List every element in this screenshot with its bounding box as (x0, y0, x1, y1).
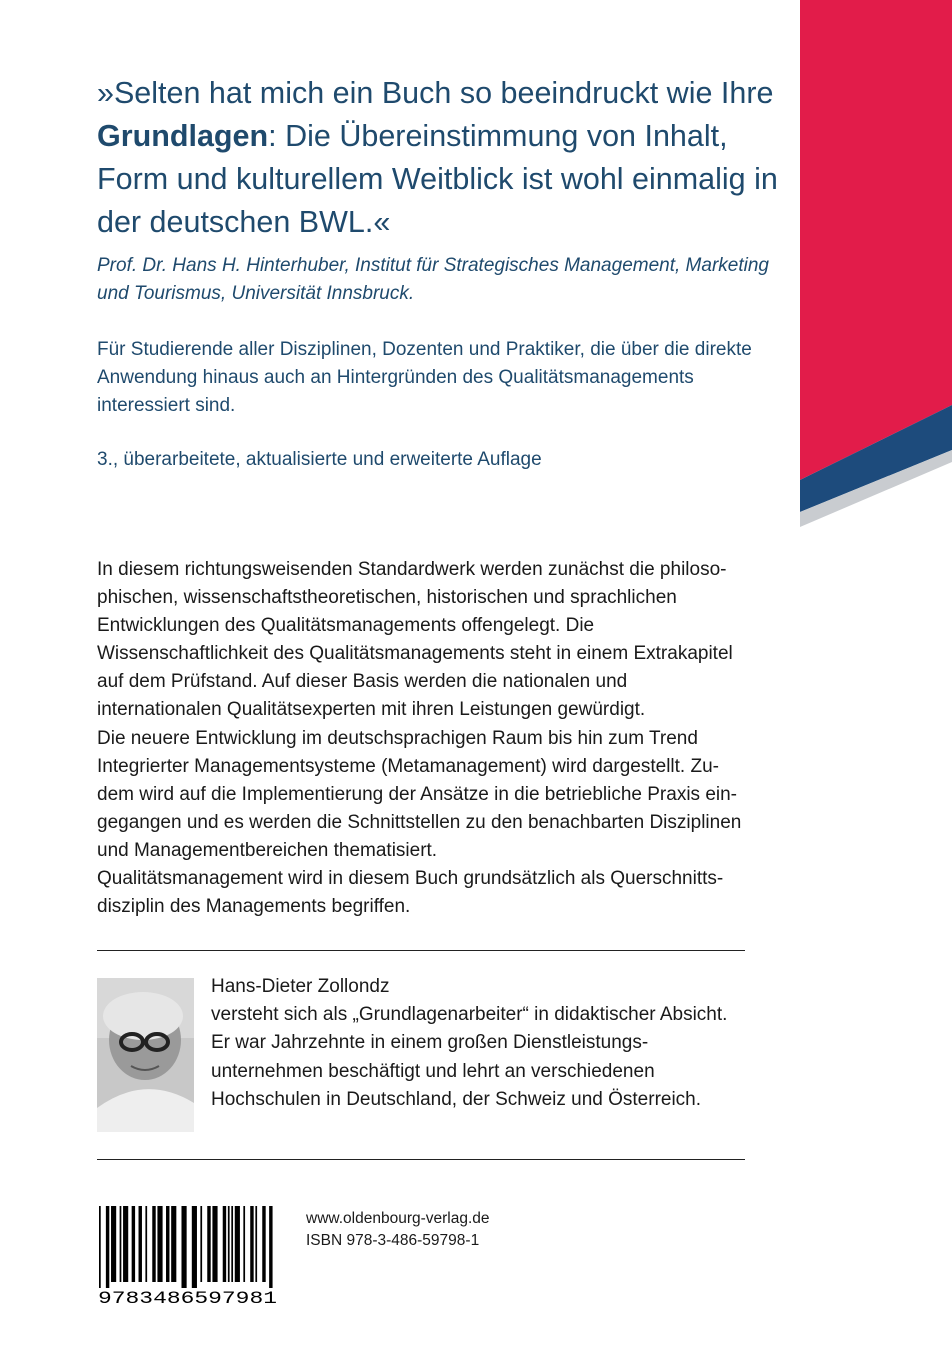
author-bio: versteht sich als „Grundlagenarbeiter“ in didaktischer Absicht. Er war Jahrzehnte in einem großen Dienstleistungsunternehmen beschäftigt und lehrt an verschiedenen Hochschulen in Deutschland, der Schweiz und Österreich. (211, 1004, 728, 1110)
barcode-bar (145, 1206, 147, 1282)
barcode-bar (152, 1206, 155, 1282)
barcode-bar (132, 1206, 135, 1282)
barcode-bar (123, 1206, 128, 1282)
divider-bottom (97, 1159, 745, 1160)
barcode-bar (243, 1206, 245, 1282)
barcode-bar (166, 1206, 169, 1282)
barcode-digits: 9783486597981 (98, 1290, 277, 1306)
barcode-bar (192, 1206, 197, 1288)
author-photo (97, 978, 194, 1132)
description-paragraph: In diesem richtungsweisenden Standardwerk werden zunächst die philosophischen, wissenschaftstheoretischen, historischen und sprachlichen Entwicklungen des Qualitätsmanagements offengelegt. Die Wissenschaftlichkeit des Qualitätsmanagements steht in einem Extrakapitel auf dem Prüfstand. Auf dieser Basis werden die nationalen und internationalen Qualitätsexperten mit ihren Leistungen gewürdigt. (97, 559, 733, 721)
book-description (97, 556, 745, 921)
barcode-bar (120, 1206, 122, 1282)
barcode-bar (139, 1206, 142, 1282)
description-paragraph: Qualitätsmanagement wird in diesem Buch grundsätzlich als Querschnittsdisziplin des Managements begriffen. (97, 868, 724, 918)
author-name: Hans-Dieter Zollondz (211, 976, 390, 997)
barcode-bar (269, 1206, 272, 1288)
target-audience: Für Studierende aller Disziplinen, Dozenten und Praktiker, die über die direkte Anwendung hinaus auch an Hintergründen des Qualitätsmanagements interessiert sind. (97, 339, 752, 416)
barcode-bar (157, 1206, 162, 1282)
barcode-bar (181, 1206, 186, 1288)
barcode-bar (262, 1206, 265, 1282)
barcode-bar (99, 1206, 101, 1288)
barcode-bar (171, 1206, 176, 1282)
quote-text-rest: : Die Übereinstimmung von Inhalt, Form und kulturellem Weitblick ist wohl einmalig in der deutschen BWL.« (97, 119, 778, 239)
quote-book-title: Grundlagen (97, 119, 269, 153)
barcode-bar (212, 1206, 217, 1282)
barcode-bar (106, 1206, 109, 1288)
publisher-url[interactable]: www.oldenbourg-verlag.de (306, 1210, 490, 1227)
crimson-panel (800, 0, 952, 480)
publisher-info (306, 1208, 490, 1252)
barcode-bar (255, 1206, 257, 1282)
barcode-bar (250, 1206, 253, 1282)
edition-note: 3., überarbeitete, aktualisierte und erweiterte Auflage (97, 449, 542, 470)
description-paragraph: Die neuere Entwicklung im deutschsprachigen Raum bis hin zum Trend Integrierter Managementsysteme (Metamanagement) wird dargestellt. Zudem wird auf die Implementierung der Ansätze in die betriebliche Praxis eingegangen und es werden die Schnittstellen zu den benachbarten Disziplinen und Managementbereichen thematisiert. (97, 727, 742, 861)
barcode-bar (111, 1206, 116, 1282)
barcode-bar (200, 1206, 202, 1282)
barcode-bar (235, 1206, 240, 1282)
barcode-bar (228, 1206, 230, 1282)
quote-text-start: »Selten hat mich ein Buch so beeindruckt wie Ihre (97, 76, 774, 110)
quote-attribution: Prof. Dr. Hans H. Hinterhuber, Institut für Strategisches Management, Marketing und Tourismus, Universität Innsbruck. (97, 255, 769, 304)
barcode-bar (231, 1206, 233, 1282)
cover-corner-stripes (800, 0, 952, 530)
isbn-number: ISBN 978-3-486-59798-1 (306, 1232, 480, 1249)
barcode-bar (207, 1206, 210, 1282)
divider-top (97, 950, 745, 951)
isbn-barcode (97, 1206, 278, 1306)
barcode-bar (223, 1206, 226, 1282)
endorsement-quote (97, 72, 787, 244)
author-block (211, 973, 751, 1114)
